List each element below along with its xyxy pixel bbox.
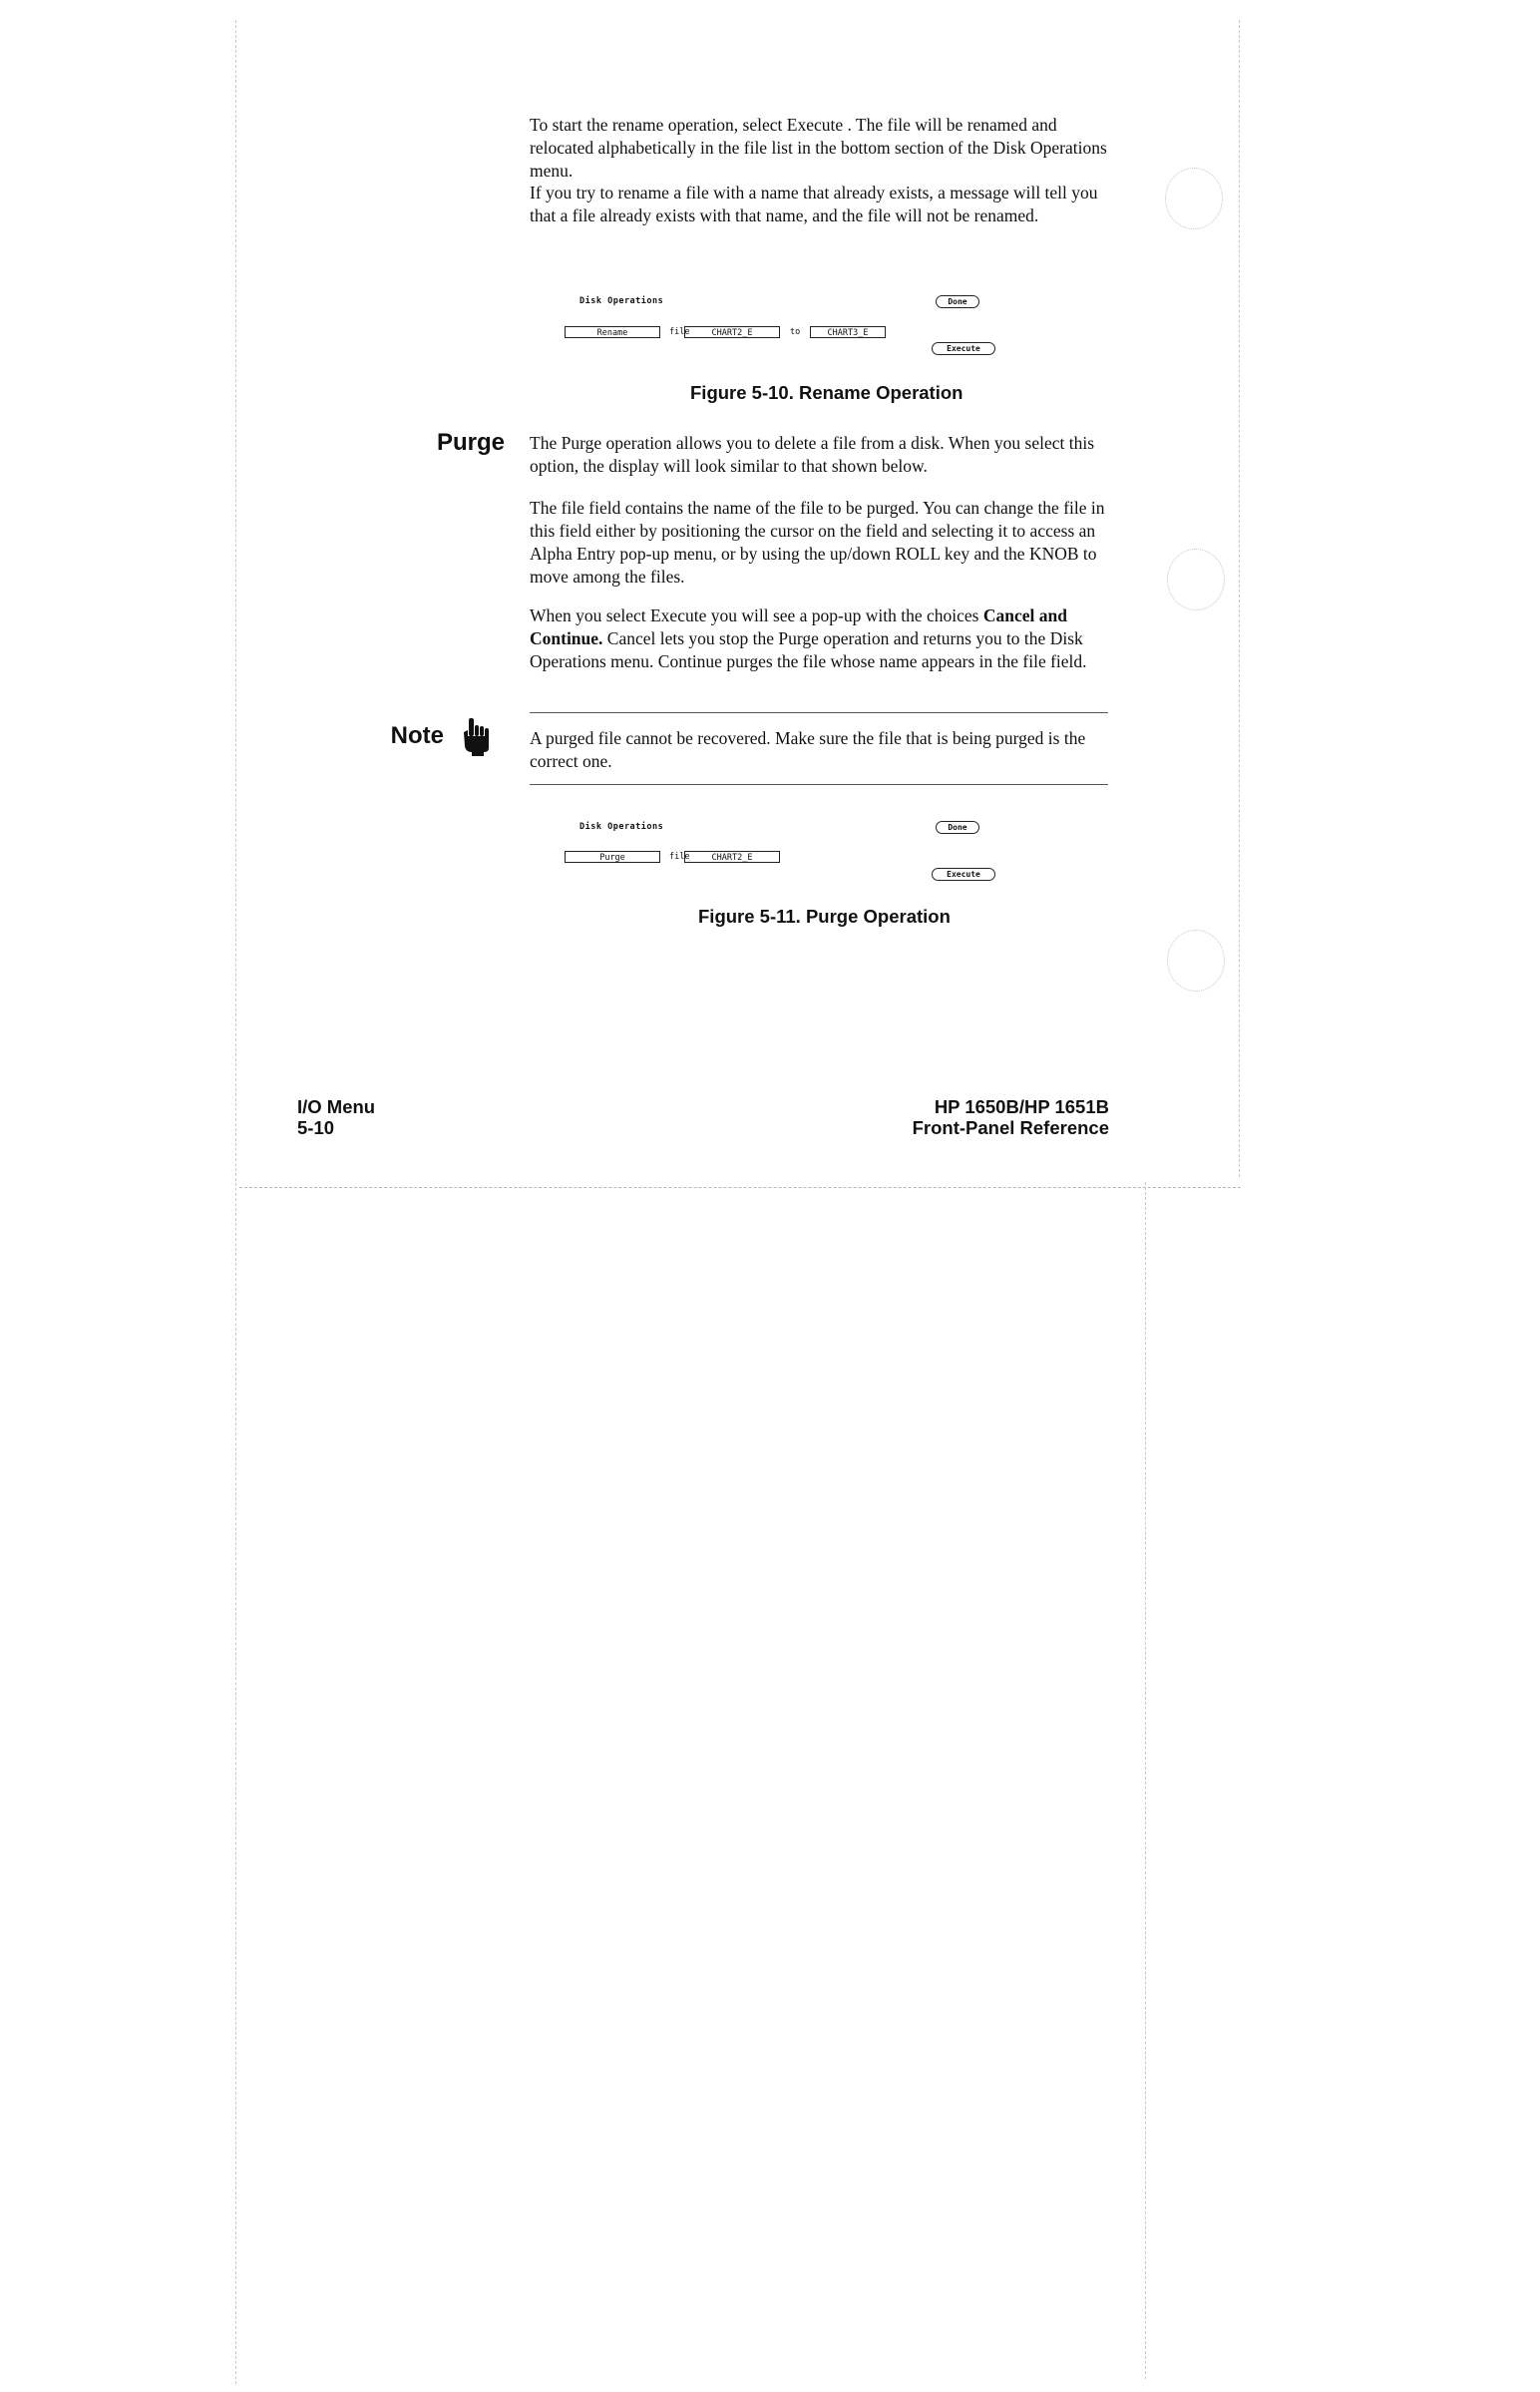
note-bottom-rule	[530, 784, 1108, 785]
purge-paragraph-2: The file field contains the name of the file to be purged. You can change the file in this field either by positioning the cursor on the field and selecting it to access an Alpha Entry pop-up menu, or by using the up/down ROLL key and the KNOB to move among the files.	[530, 498, 1105, 587]
fig11-execute-button[interactable]: Execute	[932, 868, 995, 881]
fig10-screen-title: Disk Operations	[579, 296, 664, 306]
fig11-file-field[interactable]: CHART2_E	[684, 851, 780, 863]
purge-paragraph-1: The Purge operation allows you to delete a file from a disk. When you select this option, the display will look similar to that shown below.	[530, 433, 1095, 476]
rename-paragraph-2: If you try to rename a file with a name that already exists, a message will tell you that a file already exists with that name, and the file will not be renamed.	[530, 183, 1098, 225]
fig10-operation-field[interactable]: Rename	[565, 326, 660, 338]
footer-manual-name: Front-Panel Reference	[912, 1117, 1109, 1138]
note-top-rule	[530, 712, 1108, 713]
note-heading: Note	[390, 722, 444, 749]
footer-product-name: HP 1650B/HP 1651B	[934, 1096, 1109, 1117]
fig11-screen-title: Disk Operations	[579, 822, 664, 832]
purge-paragraph-3	[530, 604, 1108, 673]
footer-right	[858, 1096, 1109, 1138]
fig10-execute-button[interactable]: Execute	[932, 342, 995, 355]
footer-left	[297, 1096, 375, 1138]
bottom-scan-edge	[239, 1187, 1241, 1188]
fig11-file-label: file	[669, 852, 690, 862]
purge-paragraph-3-start: When you select Execute you will see a pop-up with the choices	[530, 605, 983, 625]
pointing-hand-icon	[460, 716, 494, 756]
purge-heading: Purge	[436, 429, 505, 456]
fig11-done-button[interactable]: Done	[936, 821, 979, 834]
rename-paragraph-1: To start the rename operation, select Execute . The file will be renamed and relocated alphabetically in the file list in the bottom section of the Disk Operations menu.	[530, 115, 1107, 181]
fig10-file-label: file	[669, 327, 690, 337]
punch-hole-top	[1165, 168, 1223, 229]
footer-section-name: I/O Menu	[297, 1096, 376, 1117]
punch-hole-middle	[1167, 549, 1225, 610]
fig10-done-button[interactable]: Done	[936, 295, 979, 308]
right-scan-edge	[1239, 20, 1240, 1177]
lower-right-scan-edge	[1145, 1182, 1146, 2379]
purge-choices-emphasis: Cancel and Continue.	[530, 605, 1067, 648]
fig11-operation-field[interactable]: Purge	[565, 851, 660, 863]
footer-page-number: 5-10	[297, 1117, 335, 1138]
left-scan-edge	[235, 20, 236, 2384]
fig10-to-field[interactable]: CHART3_E	[810, 326, 886, 338]
fig10-to-label: to	[790, 327, 801, 337]
fig10-file-field[interactable]: CHART2_E	[684, 326, 780, 338]
punch-hole-bottom	[1167, 930, 1225, 992]
purge-paragraph-3-end: Cancel lets you stop the Purge operation and returns you to the Disk Operations menu. Continue purges the file whose name appears in the file field.	[530, 628, 1087, 671]
figure-5-11-caption: Figure 5-11. Purge Operation	[698, 906, 951, 927]
figure-5-10-caption: Figure 5-10. Rename Operation	[690, 382, 963, 403]
note-text: A purged file cannot be recovered. Make sure the file that is being purged is the correct one.	[530, 728, 1086, 771]
